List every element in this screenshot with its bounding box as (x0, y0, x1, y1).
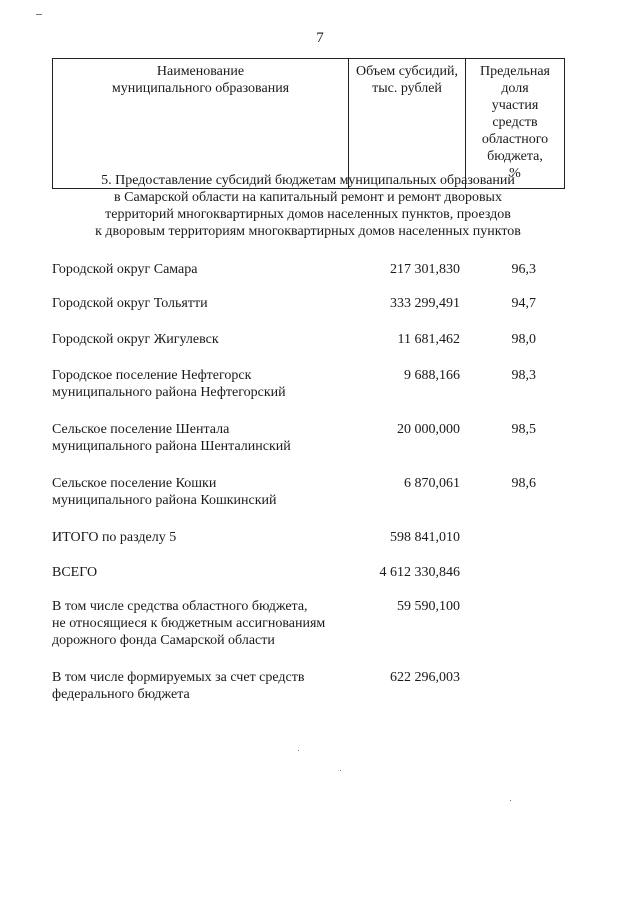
row-share: 98,5 (511, 422, 536, 437)
row-name: ИТОГО по разделу 5 (52, 530, 177, 545)
row-name: В том числе средства областного бюджета, не относящиеся к бюджетным ассигнованиям дорожного фонда Самарской области (52, 599, 326, 648)
row-amount: 59 590,100 (397, 599, 460, 614)
scan-speck (36, 14, 42, 15)
row-name: ВСЕГО (52, 565, 98, 580)
row-amount: 6 870,061 (404, 476, 460, 491)
scan-speck (510, 800, 511, 801)
row-amount: 11 681,462 (397, 332, 460, 347)
row-name: Сельское поселение Шентала муниципального района Шенталинский (52, 422, 291, 454)
scan-speck (340, 770, 341, 771)
page-number: 7 (316, 30, 324, 46)
row-amount: 622 296,003 (390, 670, 460, 685)
row-share: 96,3 (511, 262, 536, 277)
header-share-column: Предельная доля участия средств областного бюджета, % (466, 59, 565, 189)
row-amount: 4 612 330,846 (379, 565, 460, 580)
header-table (52, 58, 565, 189)
row-name: Городское поселение Нефтегорск муниципального района Нефтегорский (52, 368, 286, 400)
row-share: 98,6 (511, 476, 536, 491)
scan-speck (298, 750, 299, 751)
row-share: 94,7 (511, 296, 536, 311)
row-amount: 598 841,010 (390, 530, 460, 545)
section-title: 5. Предоставление субсидий бюджетам муниципальных образований в Самарской области на капитальный ремонт и ремонт дворовых территорий многоквартирных домов населенных пунктов, проездов к дворовым территориям многоквартирных домов населенных пунктов (95, 173, 521, 239)
row-name: Городской округ Жигулевск (52, 332, 219, 347)
row-name: Сельское поселение Кошки муниципального района Кошкинский (52, 476, 277, 508)
row-name: Городской округ Самара (52, 262, 198, 277)
header-name-column: Наименование муниципального образования (53, 59, 349, 189)
row-share: 98,3 (511, 368, 536, 383)
row-amount: 333 299,491 (390, 296, 460, 311)
row-amount: 217 301,830 (390, 262, 460, 277)
row-name: Городской округ Тольятти (52, 296, 208, 311)
header-row (53, 59, 565, 189)
header-amount-column: Объем субсидий, тыс. рублей (349, 59, 466, 189)
row-amount: 20 000,000 (397, 422, 460, 437)
row-share: 98,0 (511, 332, 536, 347)
row-amount: 9 688,166 (404, 368, 460, 383)
row-name: В том числе формируемых за счет средств федерального бюджета (52, 670, 305, 702)
